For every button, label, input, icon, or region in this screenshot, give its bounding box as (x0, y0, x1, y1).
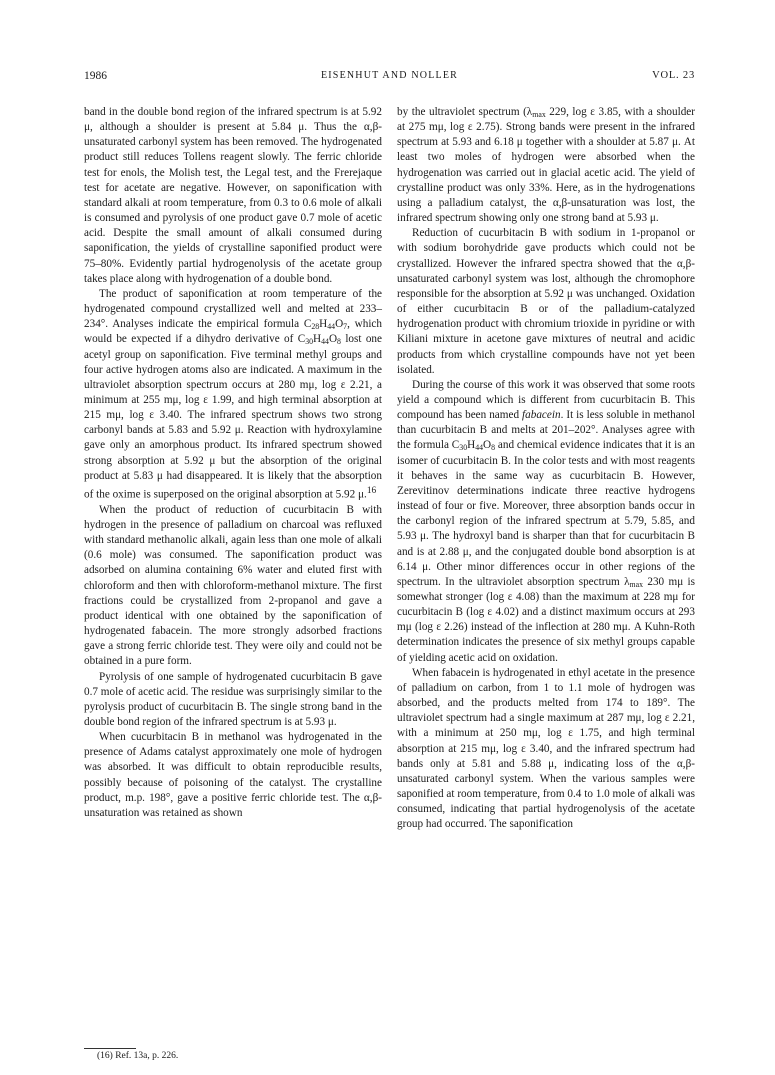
footnote-rule (84, 1048, 136, 1049)
paragraph: band in the double bond region of the infrared spectrum is at 5.92 μ, although a shoulder is present at 5.84 μ. Thus the α,β-unsaturated carbonyl system has been removed. The hydrogenated product still reduces Tollens reagent slowly. The ferric chloride test for enols, the Molish test, the Legal test, and the Frerejaque test for acetate are negative. However, on saponification with standard alkali at room temperature, from 0.3 to 0.6 mole of alkali is consumed and pyrolysis of one product gave 0.7 mole of acetic acid. Despite the small amount of alkali consumed during saponification, the yields of crystalline saponified product were 75–80%. Evidently partial hydrogenolysis of the acetate group takes place along with hydrogenation of a double bond. (84, 106, 382, 285)
paragraph: Pyrolysis of one sample of hydrogenated cucurbitacin B gave 0.7 mole of acetic acid. The residue was surprisingly similar to the pyrolysis product of cucurbitacin B. The single strong band in the double bond region of the infrared spectrum is at 5.93 μ. (84, 670, 382, 728)
paragraph: by the ultraviolet spectrum ($\lambda_{max}$ 229, log ε 3.85, with a shoulder at 275 mμ, log ε 2.75). Strong bands were present in the infrared spectrum at 5.93 and 6.18 μ together with a shoulder at 5.87 μ. At least two moles of hydrogen were absorbed when the hydrogenation was carried out in glacial acetic acid. The yield of crystalline product was only 33%. Here, as in the hydrogenations using a palladium catalyst, the α,β-unsaturation was lost, the infrared spectrum showing only one strong band at 5.93 μ. (397, 106, 695, 225)
paragraph: Reduction of cucurbitacin B with sodium in 1-propanol or with sodium borohydride gave products which could not be crystallized. However the infrared spectra showed that the α,β-unsaturated carbonyl system was lost, although the chromophore responsible for the absorption at 5.92 μ was unchanged. Oxidation of either cucurbitacin B or of the palladium-catalyzed hydrogenation product with chromium trioxide in pyridine or with Kiliani mixture in acetone gave mixtures of neutral and acidic products from which crystalline compounds have not yet been isolated. (397, 227, 695, 376)
paragraph: When the product of reduction of cucurbitacin B with hydrogen in the presence of palladium on charcoal was refluxed with standard methanolic alkali, again less than one mole of alkali (0.6 mole) was consumed. The saponification product was adsorbed on alumina containing 6% water and eluted first with chloroform and then with chloroform-methanol mixture. The first fractions could be crystallized from 2-propanol and gave a product identical with one obtained by the saponification of hydrogenated fabacein. The more strongly adsorbed fractions gave a strong ferric chloride test. They were oily and could not be obtained in a pure form. (84, 503, 382, 668)
paragraph: During the course of this work it was observed that some roots yield a compound which is different from cucurbitacin B. This compound has been named fabacein. It is less soluble in methanol than cucurbitacin B and melts at 201–202°. Analyses agree with the formula $C_{30}H_{44}O_8$ and chemical evidence indicates that it is an isomer of cucurbitacin B. In the color tests and with most reagents it behaves in the same way as cucurbitacin B. However, Zerevitinov determinations indicate three reactive hydrogens instead of four or five. Moreover, three absorption bands occur in the carbonyl region of the infrared spectrum at 5.79, 5.85, and 5.93 μ. The hydroxyl band is sharper than that for cucurbitacin B and is at 2.88 μ, and the conjugated double bond absorption is at 6.14 μ. Other minor differences occur in other regions of the spectrum. In the ultraviolet absorption spectrum $\lambda_{max}$ 230 mμ is somewhat stronger (log ε 4.08) than the maximum at 228 mμ for cucurbitacin B (log ε 4.02) and a distinct maximum occurs at 293 mμ (log ε 2.26) instead of the inflection at 280 mμ. A Kuhn-Roth determination indicates the presence of six methyl groups capable of yielding acetic acid on oxidation. (397, 378, 696, 664)
page-number: 1986 (84, 70, 107, 82)
paragraph: When fabacein is hydrogenated in ethyl acetate in the presence of palladium on carbon, from 1 to 1.1 mole of hydrogen was absorbed, and the products melted from 174 to 189°. The ultraviolet spectrum had a single maximum at 287 mμ, log ε 2.21, with a minimum at 250 mμ, log ε 1.75, and high terminal absorption at 215 mμ, log ε 3.40, and the infrared spectrum had bands only at 5.81 and 5.88 μ, indicating loss of the α,β-unsaturated carbonyl system. When the various samples were saponified at room temperature, from 0.4 to 1.0 mole of alkali was consumed, indicating that partial hydrogenolysis of the acetate group had occurred. The saponification (397, 666, 695, 831)
right-column (397, 105, 695, 833)
left-column (84, 105, 382, 821)
footnote: (16) Ref. 13a, p. 226. (97, 1051, 179, 1061)
running-head-authors: EISENHUT AND NOLLER (320, 70, 459, 81)
paragraph: When cucurbitacin B in methanol was hydrogenated in the presence of Adams catalyst approximately one mole of hydrogen was absorbed. It was difficult to obtain reproducible results, possibly because of poisoning of the catalyst. The crystalline product, m.p. 198°, gave a positive ferric chloride test. The α,β-unsaturation was retained as shown (84, 731, 382, 819)
volume-label: VOL. 23 (652, 70, 695, 81)
paragraph: The product of saponification at room temperature of the hydrogenated compound crystallized well and melted at 233–234°. Analyses indicate the empirical formula $C_{28}H_{44}O_7$, which would be expected if a dihydro derivative of $C_{30}H_{44}O_8$ lost one acetyl group on saponification. Five terminal methyl groups and four active hydrogen atoms also are indicated. A maximum in the ultraviolet absorption spectrum occurs at 280 mμ, log ε 2.21, a minimum at 255 mμ, log ε 1.99, and high terminal absorption at 215 mμ, log ε 3.40. The infrared spectrum shows two strong carbonyl bands at 5.83 and 5.92 μ. Reaction with hydroxylamine gave only an amorphous product. Its infrared spectrum showed strong absorption at 5.92 μ but the absorption of the original product at 5.83 μ had disappeared. It is likely that the absorption of the oxime is superposed on the original absorption at 5.92 μ.$^{16}$ (84, 287, 382, 501)
running-header (84, 70, 695, 86)
